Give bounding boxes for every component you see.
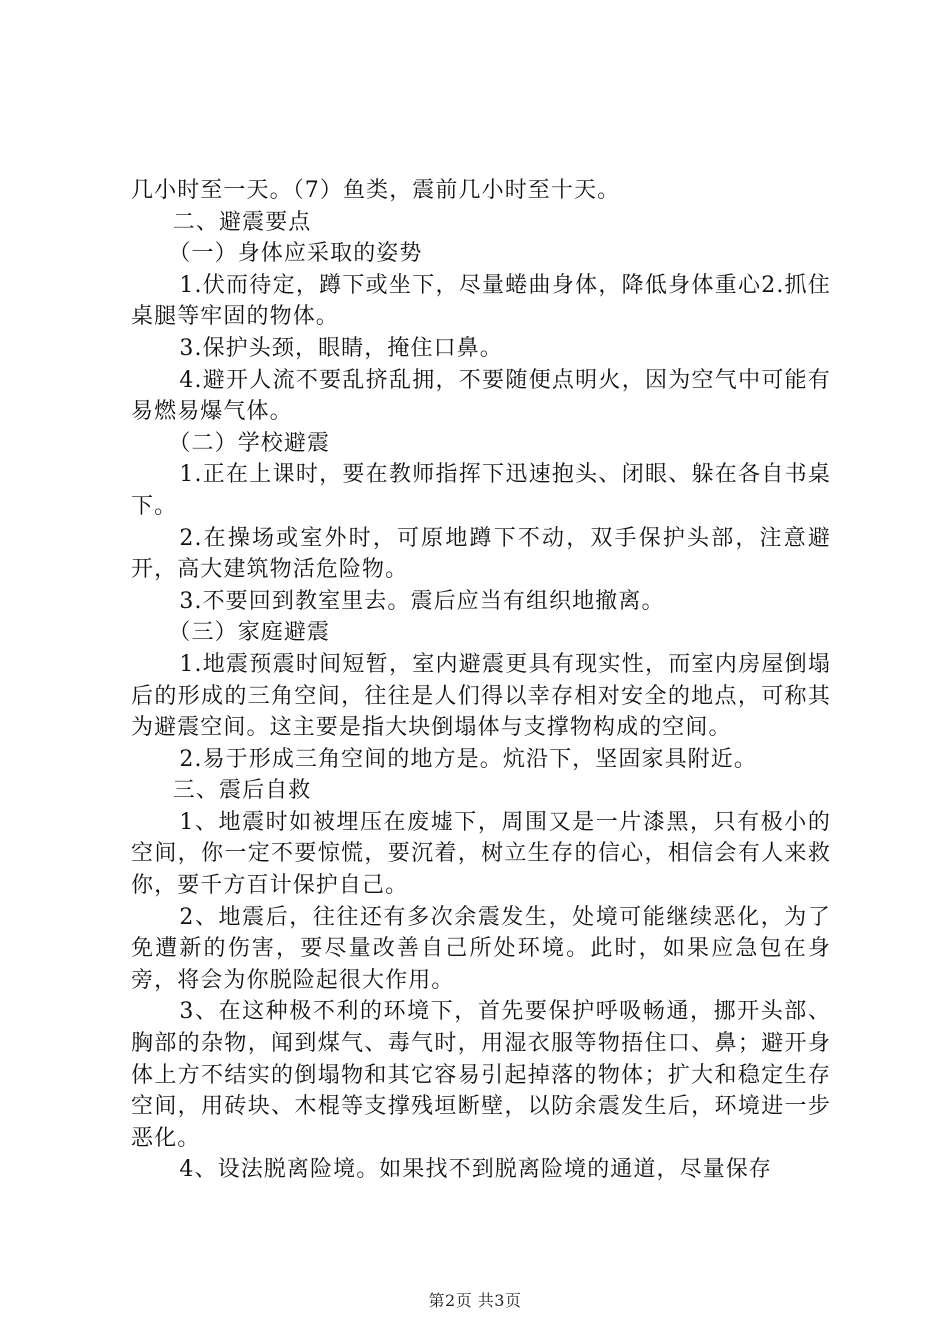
section-heading-self-rescue: 三、震后自救 (172, 778, 312, 804)
paragraph-continuation: 几小时至一天。（7）鱼类，震前几小时至十天。 (131, 178, 621, 203)
subheading-home: （三）家庭避震 (168, 620, 331, 646)
paragraph-rescue-1: 1、地震时如被埋压在废墟下，周围又是一片漆黑，只有极小的空间，你一定不要惊慌，要沉着，树立生存的信心，相信会有人来救你，要千方百计保护自己。 (131, 809, 831, 899)
paragraph-rescue-4: 4、设法脱离险境。如果找不到脱离险境的通道，尽量保存 (179, 1157, 772, 1183)
paragraph-posture-3: 3.保护头颈，眼睛，掩住口鼻。 (179, 335, 503, 361)
paragraph-posture-1: 1.伏而待定，蹲下或坐下，尽量蜷曲身体，降低身体重心2.抓住桌腿等牢固的物体。 (131, 272, 831, 330)
paragraph-posture-4: 4.避开人流不要乱挤乱拥，不要随便点明火，因为空气中可能有易燃易爆气体。 (131, 367, 831, 425)
paragraph-rescue-3: 3、在这种极不利的环境下，首先要保护呼吸畅通，挪开头部、胸部的杂物，闻到煤气、毒气时，用湿衣服等物捂住口、鼻；避开身体上方不结实的倒塌物和其它容易引起掉落的物体；扩大和稳定生存空间，用砖块、木棍等支撑残垣断壁，以防余震发生后，环境进一步恶化。 (131, 999, 831, 1151)
paragraph-home-2: 2.易于形成三角空间的地方是。炕沿下，坚固家具附近。 (179, 746, 757, 772)
paragraph-school-1: 1.正在上课时，要在教师指挥下迅速抱头、闭眼、躲在各自书桌下。 (131, 462, 831, 519)
page-number-footer: 第2页 共3页 (428, 1291, 522, 1310)
paragraph-home-1: 1.地震预震时间短暂，室内避震更具有现实性，而室内房屋倒塌后的形成的三角空间，往往是人们得以幸存相对安全的地点，可称其为避震空间。这主要是指大块倒塌体与支撑物构成的空间。 (131, 651, 831, 741)
paragraph-school-3: 3.不要回到教室里去。震后应当有组织地撤离。 (179, 588, 665, 614)
document-body (131, 175, 831, 1186)
subheading-school: （二）学校避震 (168, 430, 331, 456)
paragraph-school-2: 2.在操场或室外时，可原地蹲下不动，双手保护头部，注意避开，高大建筑物活危险物。 (131, 525, 831, 583)
section-heading-avoidance: 二、避震要点 (172, 209, 312, 235)
paragraph-rescue-2: 2、地震后，往往还有多次余震发生，处境可能继续恶化，为了免遭新的伤害，要尽量改善自己所处环境。此时，如果应急包在身旁，将会为你脱险起很大作用。 (131, 904, 831, 993)
subheading-posture: （一）身体应采取的姿势 (168, 241, 423, 267)
